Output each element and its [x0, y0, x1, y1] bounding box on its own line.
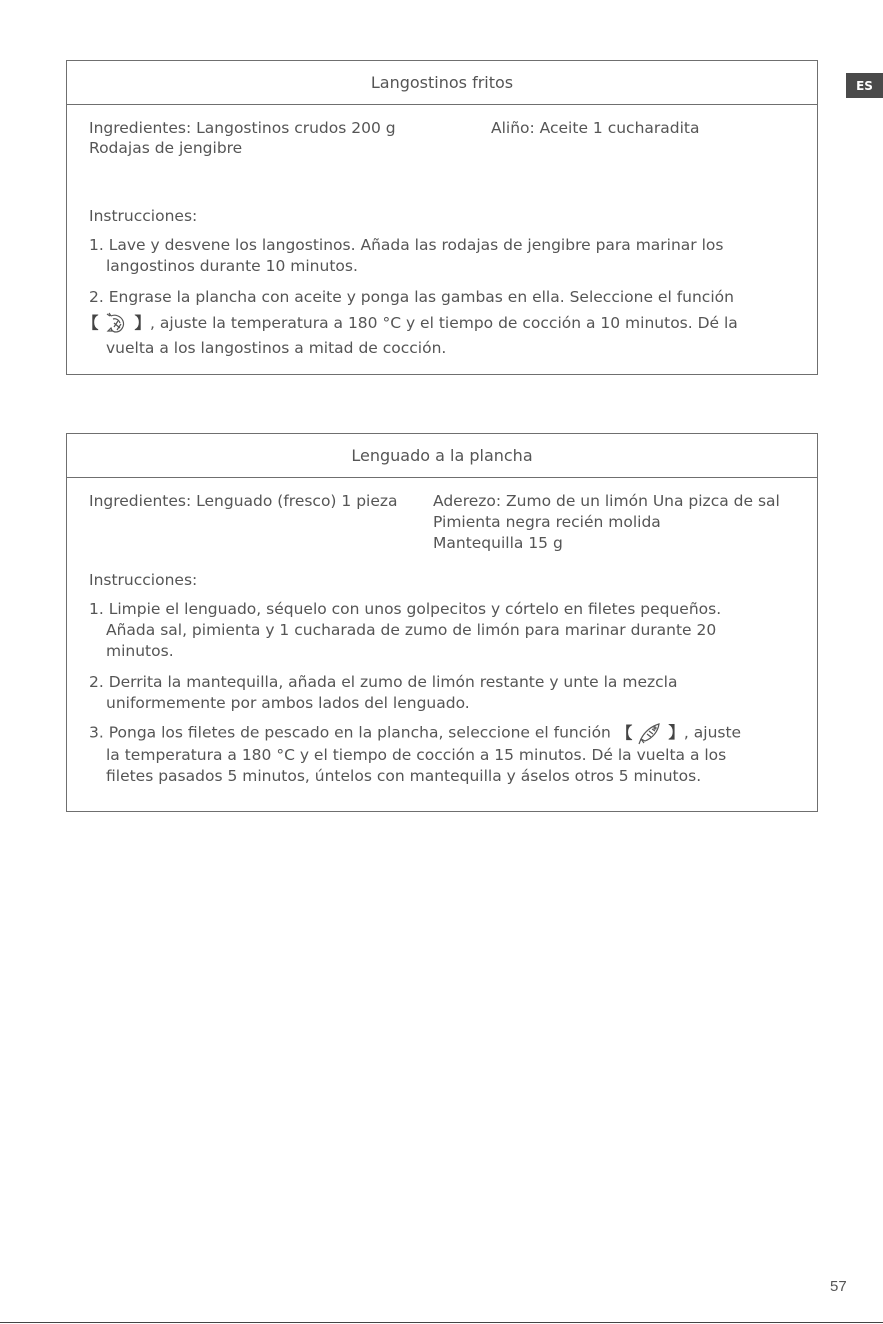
step-text: langostinos durante 10 minutos.: [106, 257, 358, 275]
page-number: 57: [830, 1278, 847, 1295]
fish-icon: [638, 721, 662, 745]
step-3: [89, 721, 799, 787]
seasoning-text-line2: Pimienta negra recién molida: [433, 513, 661, 531]
seasoning-text: Aliño: Aceite 1 cucharadita: [491, 119, 700, 137]
step-text: 1. Lave y desvene los langostinos. Añada las rodajas de jengibre para marinar los: [89, 236, 724, 254]
seasoning-text-line3: Mantequilla 15 g: [433, 534, 563, 552]
shrimp-icon: [105, 312, 129, 336]
instructions-label: Instrucciones:: [89, 571, 198, 589]
bracket-open: 【: [83, 314, 99, 332]
bracket-close: 】: [668, 723, 684, 742]
recipe-title: Lenguado a la plancha: [67, 434, 817, 478]
bottom-rule: [0, 1322, 883, 1323]
ingredients-text: Ingredientes: Lenguado (fresco) 1 pieza: [89, 492, 398, 510]
step-text: [89, 721, 799, 745]
step-text-pre: 3. Ponga los filetes de pescado en la plancha, seleccione el función: [89, 723, 611, 742]
ingredients-text-line2: Rodajas de jengibre: [89, 139, 243, 157]
step-1: [89, 235, 799, 277]
step-text: minutos.: [106, 642, 174, 660]
step-text-post: , ajuste: [683, 723, 742, 742]
recipe-title: Langostinos fritos: [67, 61, 817, 105]
step-2: [83, 287, 799, 359]
step-text: [83, 308, 799, 338]
step-text: 1. Limpie el lenguado, séquelo con unos golpecitos y córtelo en filetes pequeños.: [89, 600, 722, 618]
step-text: Añada sal, pimienta y 1 cucharada de zumo de limón para marinar durante 20: [106, 621, 717, 639]
step-text: la temperatura a 180 °C y el tiempo de cocción a 15 minutos. Dé la vuelta a los: [106, 746, 727, 764]
step-1: [89, 599, 799, 662]
bracket-open: 【: [616, 723, 633, 742]
step-text: vuelta a los langostinos a mitad de cocción.: [106, 339, 447, 357]
language-tab: ES: [846, 73, 883, 98]
step-text: filetes pasados 5 minutos, úntelos con mantequilla y áselos otros 5 minutos.: [106, 767, 702, 785]
instructions-label: Instrucciones:: [89, 207, 198, 225]
recipe-box-langostinos: [66, 60, 818, 375]
step-text-rest: , ajuste la temperatura a 180 °C y el tiempo de cocción a 10 minutos. Dé la: [150, 314, 738, 332]
step-text: uniformemente por ambos lados del lenguado.: [106, 694, 470, 712]
step-text: 2. Derrita la mantequilla, añada el zumo de limón restante y unte la mezcla: [89, 673, 678, 691]
step-2: [89, 672, 799, 714]
recipe-box-lenguado: [66, 433, 818, 812]
bracket-close: 】: [134, 314, 151, 332]
step-text: 2. Engrase la plancha con aceite y ponga las gambas en ella. Seleccione el función: [89, 288, 734, 306]
seasoning-text: Aderezo: Zumo de un limón Una pizca de sal: [433, 492, 780, 510]
ingredients-text: Ingredientes: Langostinos crudos 200 g: [89, 119, 396, 137]
